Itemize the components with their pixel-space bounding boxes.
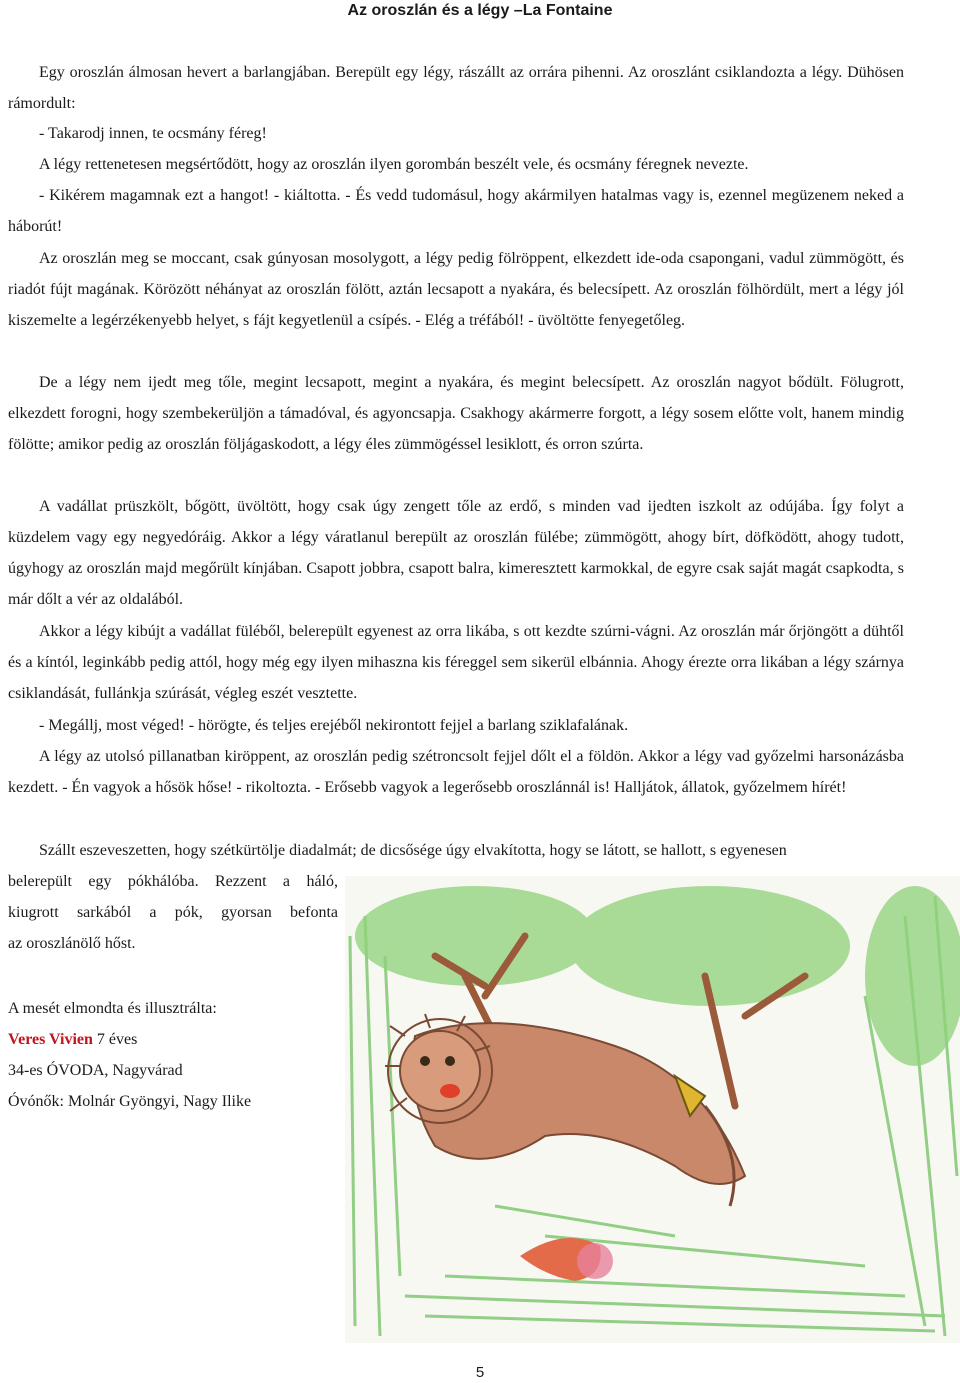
narrow-line-3: az oroszlánölő hőst. (8, 935, 136, 952)
credits-school: 34-es ÓVODA, Nagyvárad (8, 1062, 183, 1079)
author-name: Veres Vivien (8, 1031, 93, 1048)
paragraph-11-continued (8, 866, 338, 959)
paragraph-5: Az oroszlán meg se moccant, csak gúnyosan mosolygott, a légy pedig fölröppent, elkezdett ide-oda csapongani, vadul zümmögött, és riadót fújt magának. Körözött néhányat az oroszlán fölött, aztán lecsapott a nyakára, és belecsípett. Az oroszlán fölhördült, mert a légy jól kiszemelte a legérzékenyebb helyet, s fájt kegyetlenül a csípés. - Elég a tréfából! - üvöltötte fenyegetőleg. (8, 250, 904, 329)
page-title: Az oroszlán és a légy –La Fontaine (347, 2, 613, 19)
paragraph-8: Akkor a légy kibújt a vadállat füléből, belerepült egyenest az orra likába, s ott kezdte szúrni-vágni. Az oroszlán már őrjöngött a dühtől és a kíntól, leginkább pedig attól, hogy még egy ilyen mihaszna kis féreggel sem sikerül elbánnia. Ahogy érezte orra likában a légy szárnya csiklandását, fullánkja szúrását, végleg eszét vesztette. (8, 623, 904, 702)
paragraph-2: - Takarodj innen, te ocsmány féreg! (39, 125, 267, 142)
narrow-line-2: kiugrott sarkából a pók, gyorsan befonta (8, 904, 338, 921)
paragraph-4: - Kikérem magamnak ezt a hangot! - kiáltotta. - És vedd tudomásul, hogy akármilyen hatalmas vagy is, ezennel megüzenem neked a háborút! (8, 187, 904, 235)
author-age: 7 éves (92, 1031, 138, 1048)
credits-teachers: Óvónők: Molnár Gyöngyi, Nagy Ilike (8, 1093, 252, 1110)
paragraph-11: Szállt eszeveszetten, hogy szétkürtölje diadalmát; de dicsősége úgy elvakította, hogy se látott, se hallott, s egyenesen (39, 842, 787, 859)
paragraph-7: A vadállat prüszkölt, bőgött, üvöltött, hogy csak úgy zengett tőle az erdő, s minden vad ijedten iszkolt az odújába. Így folyt a küzdelem vagy egy negyedóráig. Akkor a légy váratlanul berepült az oroszlán fülébe; zümmögött, ahogy bírt, döfködött, ahogy tudott, úgyhogy az oroszlán majd megőrült kínjában. Csapott jobbra, csapott balra, kimeresztett karmokkal, de egyre csak saját magát csapkodta, s már dőlt a vér az oldalából. (8, 498, 904, 608)
narrow-line-1: belerepült egy pókhálóba. Rezzent a háló, (8, 873, 338, 890)
paragraph-3: A légy rettenetesen megsértődött, hogy az oroszlán ilyen gorombán beszélt vele, és ocsmány féregnek nevezte. (39, 156, 749, 173)
credits-intro: A mesét elmondta és illusztrálta: (8, 1000, 217, 1017)
paragraph-1: Egy oroszlán álmosan hevert a barlangjában. Berepült egy légy, rászállt az orrára pihenni. Az oroszlánt csiklandozta a légy. Dühösen rámordult: (8, 64, 904, 112)
credits-author-line (8, 1024, 251, 1055)
paragraph-6: De a légy nem ijedt meg tőle, megint lecsapott, megint a nyakára, és megint belecsípett. Az oroszlán nagyot bődült. Fölugrott, elkezdett forogni, hogy szembekerüljön a támadóval, és agyoncsapja. Csakhogy akármerre forgott, a légy sosem előtte volt, hanem mindig fölötte; amikor pedig az oroszlán följágaskodott, a légy éles zümmögéssel lesiklott, és orron szúrta. (8, 374, 904, 453)
paragraph-10: A légy az utolsó pillanatban kiröppent, az oroszlán pedig szétroncsolt fejjel dőlt el a földön. Akkor a légy vad győzelmi harsonázásba kezdett. - Én vagyok a hősök hőse! - rikoltozta. - Erősebb vagyok a legerősebb oroszlánnál is! Halljátok, állatok, győzelmem hírét! (8, 748, 904, 796)
paragraph-9: - Megállj, most véged! - hörögte, és teljes erejéből nekirontott fejjel a barlang sziklafalának. (39, 717, 629, 734)
child-drawing-illustration (345, 876, 960, 1343)
page-number: 5 (475, 1364, 485, 1381)
credits (8, 993, 251, 1117)
